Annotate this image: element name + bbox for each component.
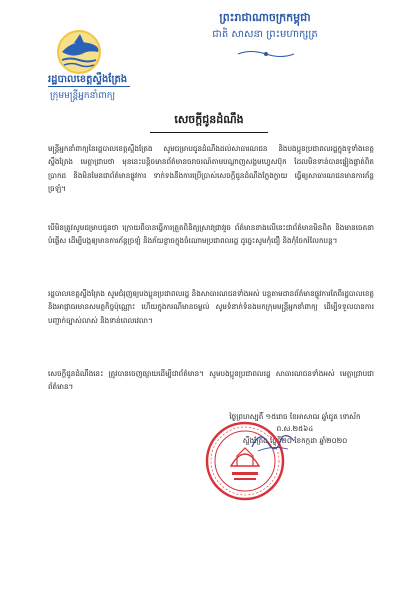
kingdom-heading: ព្រះរាជាណាចក្រកម្ពុជា — [219, 11, 311, 24]
paragraph-1: មន្ត្រីអ្នកនាំពាក្យនៃរដ្ឋបាលខេត្តស្ទឹងត្រែង សូមជម្រាបជូនដំណឹងដល់សាធារណជន និងបងប្អូនប្រជាពលរដ្ឋក្នុងទូទាំងខេត្តស្ទឹងត្រែង មេត្តាជ្រាបថា មុននេះបន្តិចមានព័ត៌មានចរាចរណ៍តាមបណ្តាញសង្គមហ្វេសប៊ុក ដែលមិនទាន់បានផ្ទៀងផ្ទាត់ពិតប្រាកដ និងមិនមែនជាព័ត៌មានផ្លូវការ ទាក់ទងនឹងការប្រើប្រាស់សេចក្តីជូនដំណឹងក្លែងក្លាយ ធ្វើឲ្យសាធារណជនមានការភ័ន្តច្រឡំ។ — [48, 144, 374, 193]
org-sub: ក្រុមមន្ត្រីអ្នកនាំពាក្យ — [50, 91, 116, 101]
paragraph-3: រដ្ឋបាលខេត្តស្ទឹងត្រែង សូមជំរុញឲ្យបងប្អូនប្រជាពលរដ្ឋ និងសាធារណជនទាំងអស់ បន្តតាមដានព័ត៌មានផ្លូវការតែពីរដ្ឋបាលខេត្ត និងអាជ្ញាធរមានសមត្ថកិច្ចប៉ុណ្ណោះ ហើយក្នុងករណីមានចម្ងល់ សូមទំនាក់ទំនងមកក្រុមមន្ត្រីអ្នកនាំពាក្យ ដើម្បីទទួលបានការបញ្ជាក់ច្បាស់លាស់ និងទាន់ពេលវេលា។ — [48, 289, 374, 325]
org-name: រដ្ឋបាលខេត្តស្ទឹងត្រែង — [48, 74, 128, 85]
ornament-divider — [236, 44, 296, 54]
date-gregorian: ស្ទឹងត្រែង ថ្ងៃទី២០ ខែកក្កដា ឆ្នាំ២០២០ — [242, 436, 348, 445]
paragraph-2: បើមិនត្រូវសូមជម្រាបជូនថា ក្រោយពីបានធ្វើការត្រួតពិនិត្យស្រាវជ្រាវរួច ព័ត៌មានខាងលើនេះជាព័ត៌មានមិនពិត និងមានចេតនាបំផ្លើស ដើម្បីបង្កឲ្យមានការភ័ន្តច្រឡំ និងភ័យខ្លាចក្នុងចំណោមប្រជាពលរដ្ឋ ដូច្នេះសូមកុំជឿ និងកុំចែករំលែកបន្ត។ — [48, 223, 374, 246]
org-divider — [48, 86, 130, 87]
provincial-logo — [54, 30, 104, 78]
date-lunar: ថ្ងៃព្រហស្បតិ៍ ១៥រោច ខែអាសាឍ ឆ្នាំជូត ទោស័ក ព.ស.២៥៦៤ — [229, 412, 361, 433]
document-title: សេចក្តីជូនដំណឹង — [150, 113, 268, 133]
signature — [248, 423, 298, 457]
national-motto: ជាតិ សាសនា ព្រះមហាក្សត្រ — [212, 29, 318, 40]
paragraph-4: សេចក្តីជូនដំណឹងនេះ ត្រូវបានចេញផ្សាយដើម្បីជាព័ត៌មាន។ សូមបងប្អូនប្រជាពលរដ្ឋ សាធារណជនទាំងអស់ មេត្តាជ្រាបជាព័ត៌មាន។ — [48, 369, 374, 392]
